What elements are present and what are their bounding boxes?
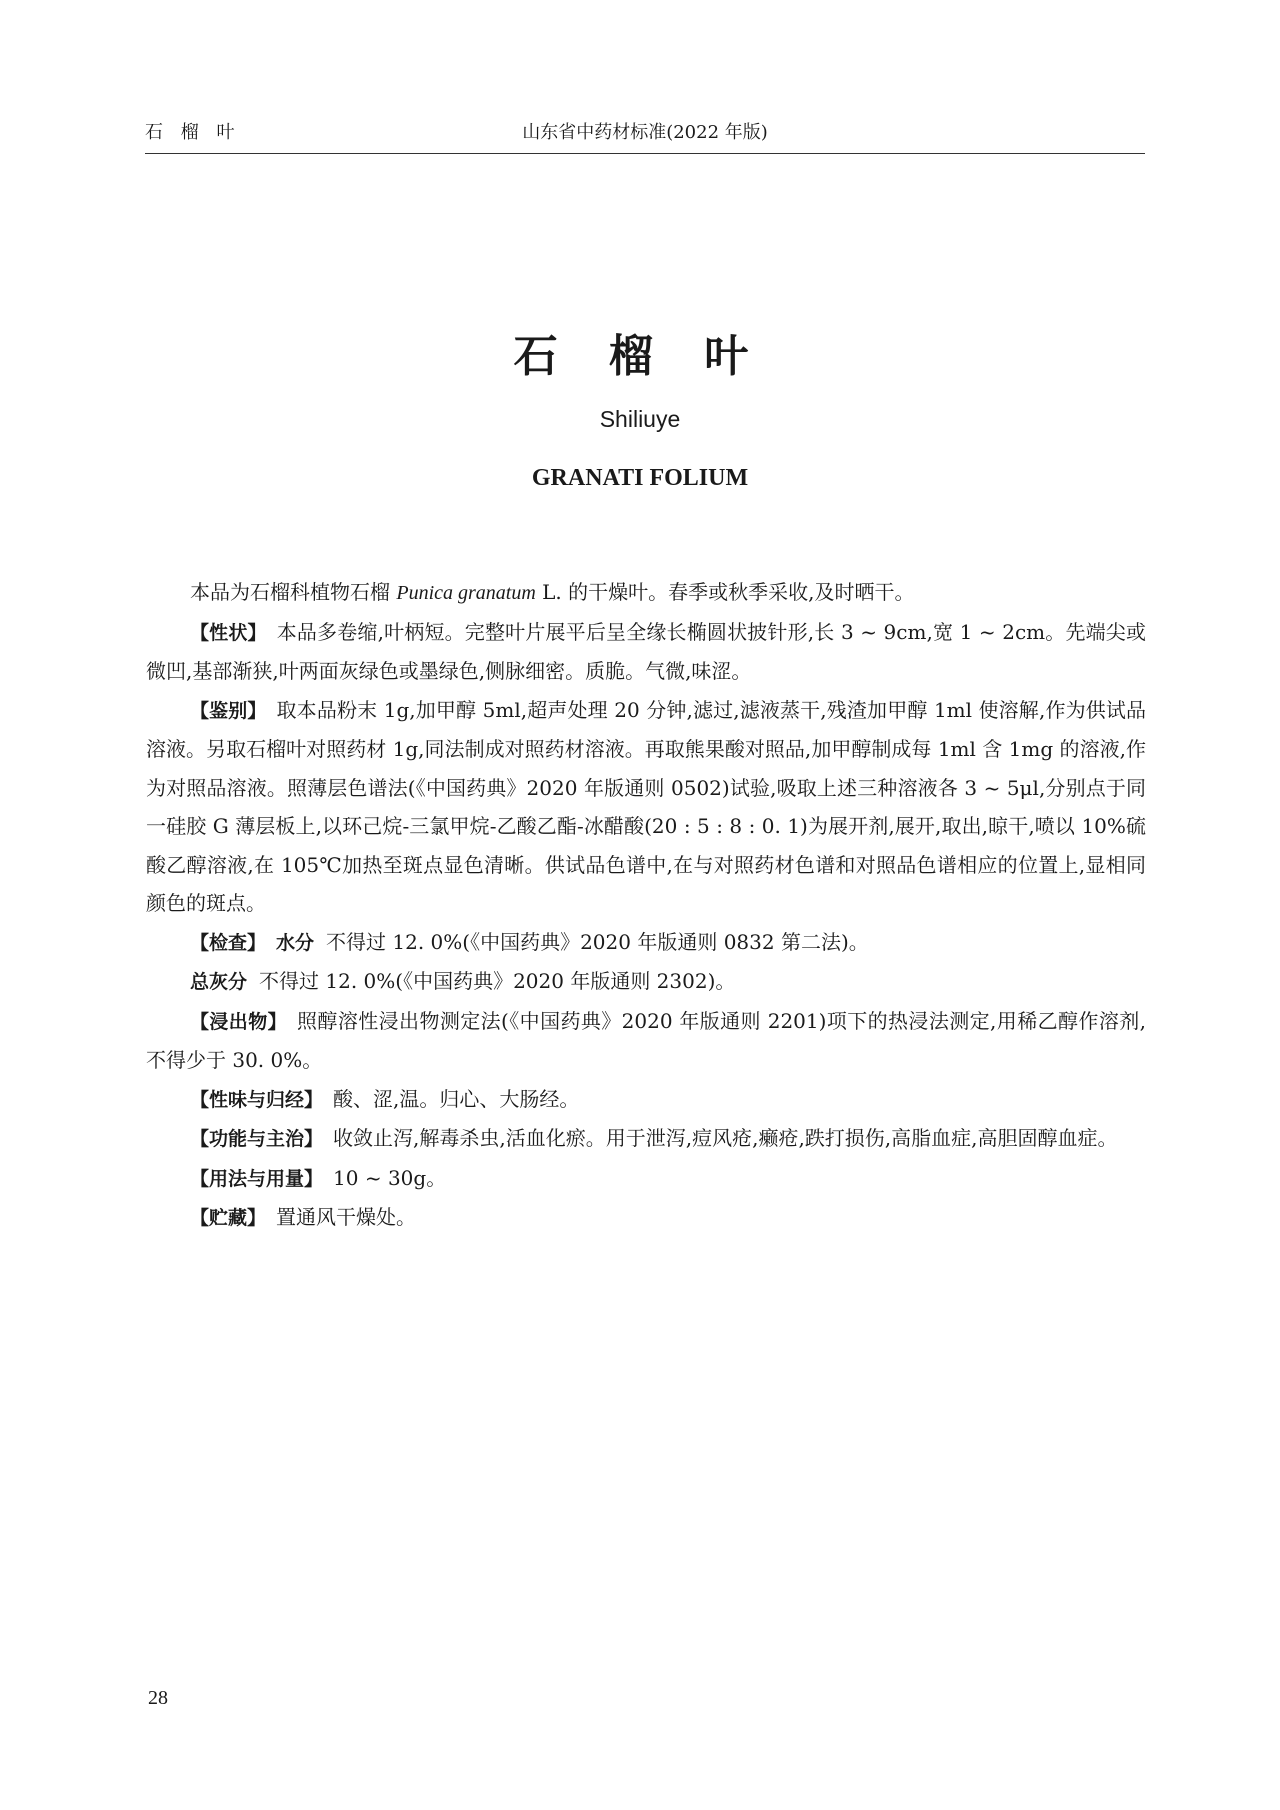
page-number: 28 <box>148 1687 168 1709</box>
header-section-name: 石 榴 叶 <box>145 122 241 143</box>
section-zhucang <box>146 1198 1146 1238</box>
section-label: 【贮藏】 <box>190 1207 267 1229</box>
section-yongfa <box>146 1159 1146 1199</box>
header-book-title: 山东省中药材标准(2022 年版) <box>522 122 768 143</box>
section-xingwei <box>146 1080 1146 1120</box>
subsection-label: 水分 <box>276 931 315 954</box>
header-rule <box>145 153 1145 154</box>
species-name: Punica granatum <box>396 582 536 604</box>
section-label: 【鉴别】 <box>190 699 267 722</box>
section-gongneng <box>146 1119 1146 1159</box>
pinyin-name: Shiliuye <box>599 406 681 432</box>
section-label: 【用法与用量】 <box>190 1167 324 1190</box>
page-title: 石 榴 叶 <box>513 331 767 382</box>
section-text: 取本品粉末 1g,加甲醇 5ml,超声处理 20 分钟,滤过,滤液蒸干,残渣加甲醇 1ml 使溶解,作为供试品溶液。另取石榴叶对照药材 1g,同法制成对照药材溶液。再取熊果酸对照品,加甲醇制成每 1ml 含 1mg 的溶液,作为对照品溶液。照薄层色谱法(《中国药典》2020 年版通则 0502)试验,吸取上述三种溶液各 3 ~ 5μl,分别点于同一硅胶 G 薄层板上,以环己烷-三氯甲烷-乙酸乙酯-冰醋酸(20 : 5 : 8 : 0. 1)为展开剂,展开,取出,晾干,喷以 10%硫酸乙醇溶液,在 105℃加热至斑点显色清晰。供试品色谱中,在与对照药材色谱和对照品色谱相应的位置上,显相同颜色的斑点。 <box>146 697 1146 915</box>
section-jiancha <box>146 923 1146 963</box>
section-text: 酸、涩,温。归心、大肠经。 <box>333 1086 580 1111</box>
section-text: 置通风干燥处。 <box>276 1205 417 1229</box>
section-jianbie <box>146 691 1146 923</box>
section-text: 本品多卷缩,叶柄短。完整叶片展平后呈全缘长椭圆状披针形,长 3 ~ 9cm,宽 1 ~ 2cm。先端尖或微凹,基部渐狭,叶两面灰绿色或墨绿色,侧脉细密。质脆。气微,味涩。 <box>146 619 1146 683</box>
intro-prefix: 本品为石榴科植物石榴 <box>190 580 397 604</box>
section-label: 【性状】 <box>190 621 267 644</box>
intro-suffix: L. 的干燥叶。春季或秋季采收,及时晒干。 <box>535 580 915 604</box>
running-header <box>145 110 1145 154</box>
section-text: 10 ~ 30g。 <box>333 1165 447 1190</box>
section-text: 照醇溶性浸出物测定法(《中国药典》2020 年版通则 2201)项下的热浸法测定,用稀乙醇作溶剂,不得少于 30. 0%。 <box>146 1008 1146 1072</box>
section-label: 【浸出物】 <box>190 1010 288 1033</box>
section-jiancha-ash <box>146 962 1146 1002</box>
section-text: 收敛止泻,解毒杀虫,活血化瘀。用于泄泻,痘风疮,癞疮,跌打损伤,高脂血症,高胆固醇血症。 <box>333 1126 1118 1150</box>
subsection-label: 总灰分 <box>190 971 248 993</box>
section-jinchuwu <box>146 1002 1146 1080</box>
latin-name: GRANATI FOLIUM <box>531 465 749 491</box>
section-label: 【功能与主治】 <box>190 1128 324 1150</box>
monograph-body <box>146 573 1146 1238</box>
section-label: 【性味与归经】 <box>190 1088 324 1111</box>
intro-paragraph <box>146 573 1146 613</box>
subsection-text: 不得过 12. 0%(《中国药典》2020 年版通则 2302)。 <box>259 969 736 993</box>
subsection-text: 不得过 12. 0%(《中国药典》2020 年版通则 0832 第二法)。 <box>326 929 869 954</box>
section-label: 【检查】 <box>190 931 267 954</box>
section-xingzhuang <box>146 613 1146 691</box>
